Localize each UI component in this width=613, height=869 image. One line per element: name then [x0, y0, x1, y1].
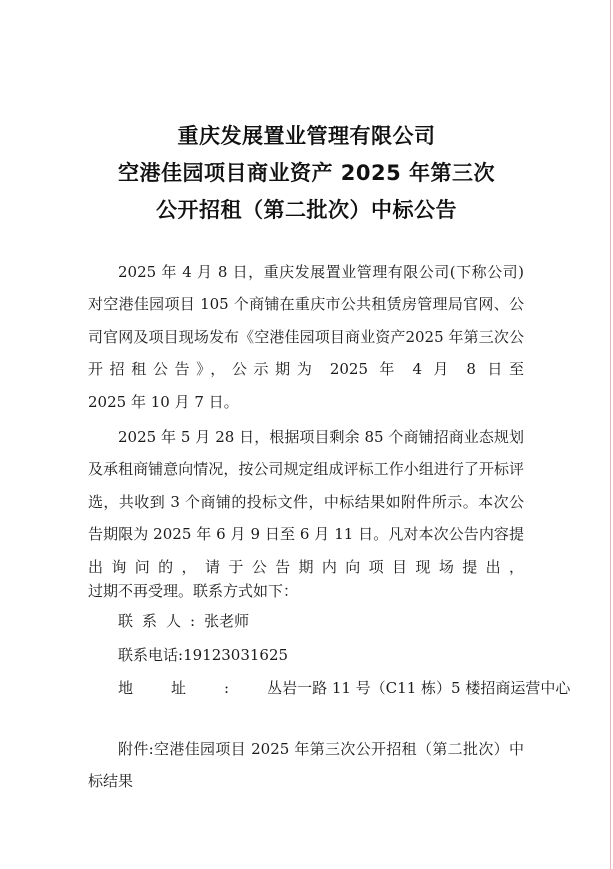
contact-person-value: 张老师	[204, 612, 250, 630]
attachment-note: 附件:空港佳园项目 2025 年第三次公开招租（第二批次）中标结果	[88, 740, 524, 790]
contact-address-label: 地址:	[118, 679, 268, 697]
contact-person-label: 联系人:	[118, 612, 205, 630]
paragraph-announcement-end: 2025 年 10 月 7 日。	[88, 393, 239, 411]
paragraph-announcement: 2025 年 4 月 8 日，重庆发展置业管理有限公司(下称公司)对空港佳园项目 105 个商铺在重庆市公共租赁房管理局官网、公司官网及项目现场发布《空港佳园项目商业资产2025 年第三次公开招租公告》，公示期为 2025 年 4 月 8 日至	[88, 263, 524, 379]
title-company: 重庆发展置业管理有限公司	[177, 124, 436, 148]
contact-person	[118, 605, 249, 637]
contact-phone-label: 联系电话:	[118, 646, 184, 664]
contact-address-value: 丛岩一路 11 号（C11 栋）5 楼招商运营中心	[267, 679, 571, 697]
contact-phone-value: 19123031625	[183, 646, 289, 664]
paragraph-result-end: 过期不再受理。联系方式如下：	[88, 582, 299, 600]
contact-phone	[118, 639, 288, 671]
paragraph-result: 2025 年 5 月 28 日，根据项目剩余 85 个商铺招商业态规划及承租商铺意向情况，按公司规定组成评标工作小组进行了开标评选，共收到 3 个商铺的投标文件，中标结果如附件所示。本次公告期限为 2025 年 6 月 9 日至 6 月 11 日。凡对本次公告内容提出询问的，请于公告期内向项目现场提出，	[88, 428, 524, 576]
title-notice: 公开招租（第二批次）中标公告	[156, 198, 457, 222]
title-project: 空港佳园项目商业资产 2025 年第三次	[117, 161, 496, 185]
contact-address	[118, 672, 570, 704]
